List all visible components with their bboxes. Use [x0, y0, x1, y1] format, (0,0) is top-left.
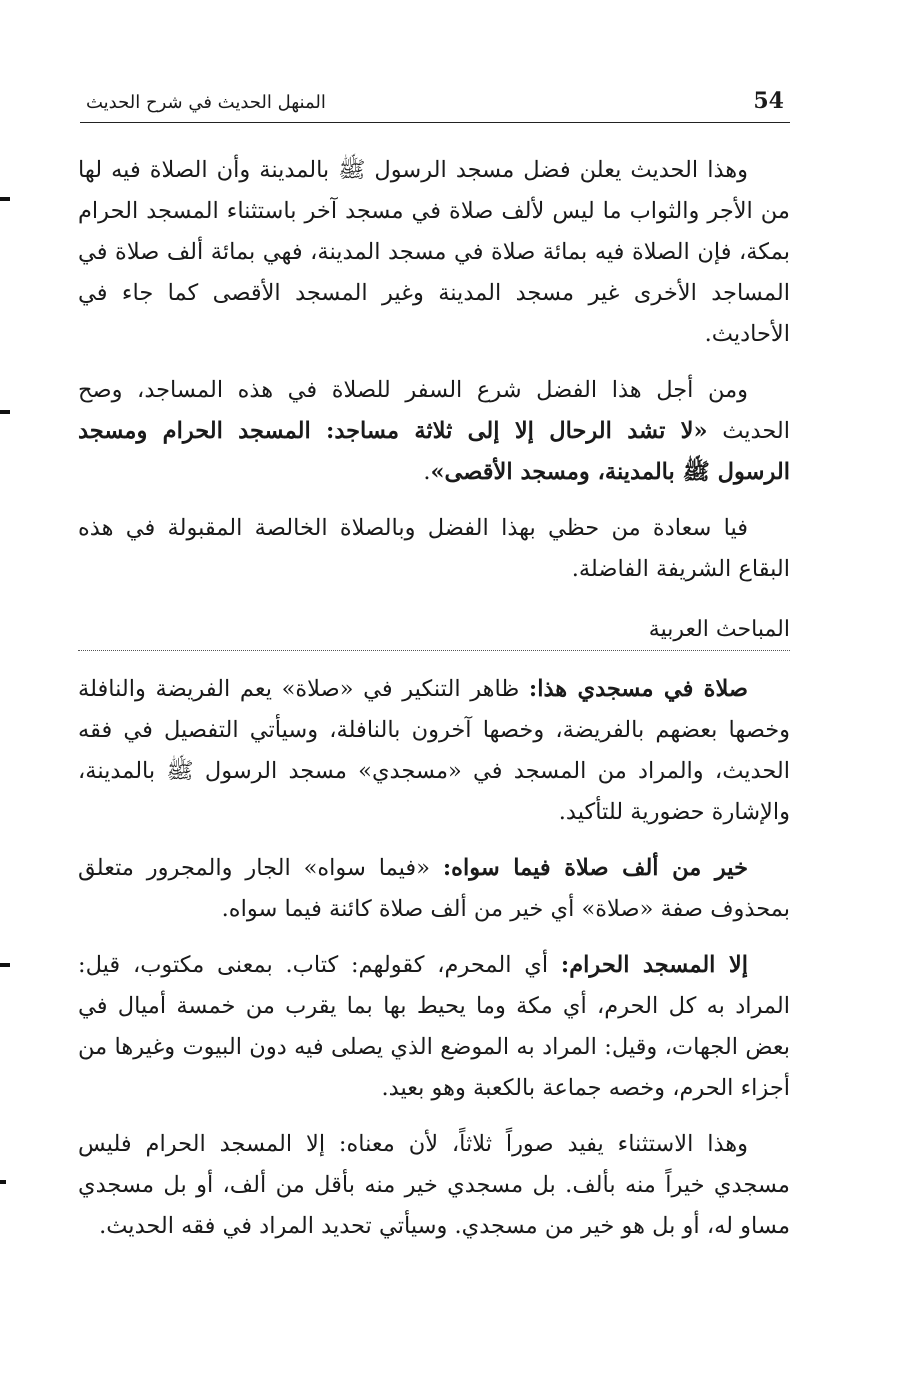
note-1-text: ظاهر التنكير في «صلاة» يعم الفريضة والنافلة وخصها بعضهم بالفريضة، وخصها آخرون بالنافلة، وسيأتي التفصيل في فقه الحديث، والمراد من المسجد في «مسجدي» مسجد الرسول ﷺ بالمدينة، والإشارة حضورية للتأكيد.	[78, 676, 790, 825]
margin-mark	[0, 197, 10, 201]
note-1	[78, 669, 790, 833]
note-2	[78, 848, 790, 930]
page-header	[80, 82, 790, 123]
note-2-term: خير من ألف صلاة فيما سواه:	[442, 855, 749, 881]
note-4: وهذا الاستثناء يفيد صوراً ثلاثاً، لأن معناه: إلا المسجد الحرام فليس مسجدي خيراً منه بألف. بل مسجدي خير منه بأقل من ألف، أو بل مسجدي مساو له، أو بل هو خير من مسجدي. وسيأتي تحديد المراد في فقه الحديث.	[78, 1131, 790, 1239]
paragraph-2-end: .	[423, 459, 431, 485]
paragraph-2-intro: ومن أجل هذا الفضل شرع السفر للصلاة في هذه المساجد، وصح الحديث	[78, 377, 790, 444]
hadith-quote: «لا تشد الرحال إلا إلى ثلاثة مساجد: المسجد الحرام ومسجد الرسول ﷺ بالمدينة، ومسجد الأقصى»	[78, 418, 790, 485]
margin-mark	[0, 410, 10, 414]
note-2-text: «فيما سواه» الجار والمجرور متعلق بمحذوف صفة «صلاة» أي خير من ألف صلاة كائنة فيما سواه.	[78, 855, 790, 922]
note-1-term: صلاة في مسجدي هذا:	[528, 676, 748, 702]
paragraph-2	[78, 370, 790, 493]
note-3-term: إلا المسجد الحرام:	[560, 952, 748, 978]
margin-mark	[0, 963, 10, 967]
page-number: 54	[753, 88, 784, 114]
paragraph-3: فيا سعادة من حظي بهذا الفضل وبالصلاة الخالصة المقبولة في هذه البقاع الشريفة الفاضلة.	[78, 515, 790, 582]
margin-mark	[0, 1180, 6, 1184]
running-title: المنهل الحديث في شرح الحديث	[86, 92, 326, 113]
body-text	[78, 150, 790, 1262]
paragraph-1: وهذا الحديث يعلن فضل مسجد الرسول ﷺ بالمدينة وأن الصلاة فيه لها من الأجر والثواب ما ليس لألف صلاة في مسجد آخر باستثناء المسجد الحرام بمكة، فإن الصلاة فيه بمائة صلاة في مسجد المدينة، فهي بمائة ألف صلاة في المساجد الأخرى غير مسجد المدينة وغير المسجد الأقصى كما جاء في الأحاديث.	[78, 157, 790, 347]
section-heading: المباحث العربية	[78, 612, 790, 651]
note-3	[78, 945, 790, 1109]
note-3-text: أي المحرم، كقولهم: كتاب. بمعنى مكتوب، قيل: المراد به كل الحرم، أي مكة وما يحيط بها بما يقرب من خمسة أميال في بعض الجهات، وقيل: المراد به الموضع الذي يصلى فيه دون البيوت وغيرها من أجزاء الحرم، وخصه جماعة بالكعبة وهو بعيد.	[78, 952, 790, 1101]
